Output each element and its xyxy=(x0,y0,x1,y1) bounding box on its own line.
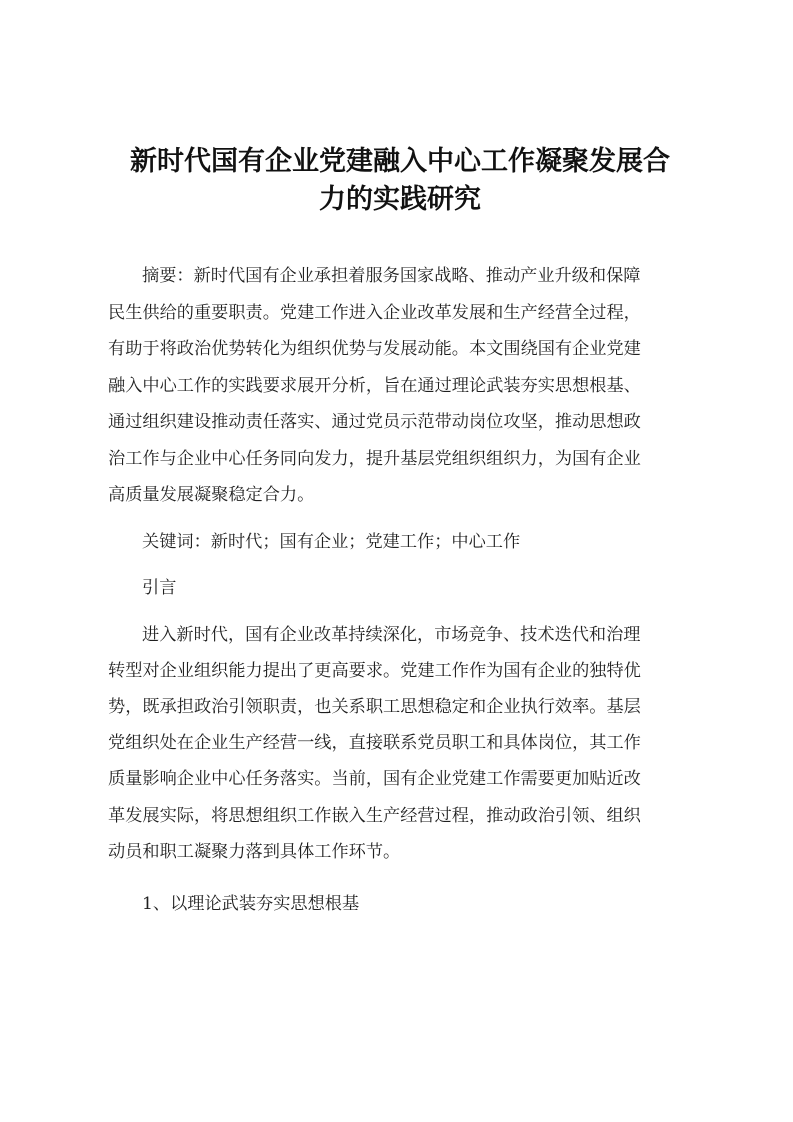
intro-paragraph xyxy=(108,617,690,870)
abstract-line: 有助于将政治优势转化为组织优势与发展动能。本文围绕国有企业党建 xyxy=(108,339,641,359)
intro-line: 党组织处在企业生产经营一线，直接联系党员职工和具体岗位，其工作 xyxy=(108,733,641,754)
abstract-line: 摘要：新时代国有企业承担着服务国家战略、推动产业升级和保障 xyxy=(142,266,641,286)
abstract-line: 融入中心工作的实践要求展开分析，旨在通过理论武装夯实思想根基、 xyxy=(108,375,641,396)
abstract-paragraph xyxy=(108,258,690,514)
abstract-line: 治工作与企业中心任务同向发力，提升基层党组织组织力，为国有企业 xyxy=(108,448,641,469)
title-line: 力的实践研究 xyxy=(319,184,481,215)
abstract-line: 高质量发展凝聚稳定合力。 xyxy=(108,485,315,505)
section-heading-text: 1、以理论武装夯实思想根基 xyxy=(142,893,360,914)
keywords-paragraph xyxy=(108,524,690,561)
abstract-line: 通过组织建设推动责任落实、通过党员示范带动岗位攻坚，推动思想政 xyxy=(108,412,641,432)
intro-line: 动员和职工凝聚力落到具体工作环节。 xyxy=(108,841,401,862)
section-heading xyxy=(108,886,690,923)
intro-heading xyxy=(108,570,690,607)
abstract-line: 民生供给的重要职责。党建工作进入企业改革发展和生产经营全过程， xyxy=(108,302,641,323)
intro-line: 进入新时代，国有企业改革持续深化，市场竞争、技术迭代和治理 xyxy=(142,624,641,645)
intro-line: 质量影响企业中心任务落实。当前，国有企业党建工作需要更加贴近改 xyxy=(108,769,641,790)
intro-line: 革发展实际，将思想组织工作嵌入生产经营过程，推动政治引领、组织 xyxy=(108,805,641,826)
document-title xyxy=(100,143,700,219)
intro-line: 转型对企业组织能力提出了更高要求。党建工作作为国有企业的独特优 xyxy=(108,660,641,681)
document-body xyxy=(108,258,690,922)
title-line: 新时代国有企业党建融入中心工作凝聚发展合 xyxy=(130,146,670,177)
intro-heading-text: 引言 xyxy=(142,578,177,598)
intro-line: 势，既承担政治引领职责，也关系职工思想稳定和企业执行效率。基层 xyxy=(108,696,641,717)
keywords-line: 关键词：新时代；国有企业；党建工作；中心工作 xyxy=(142,531,521,552)
